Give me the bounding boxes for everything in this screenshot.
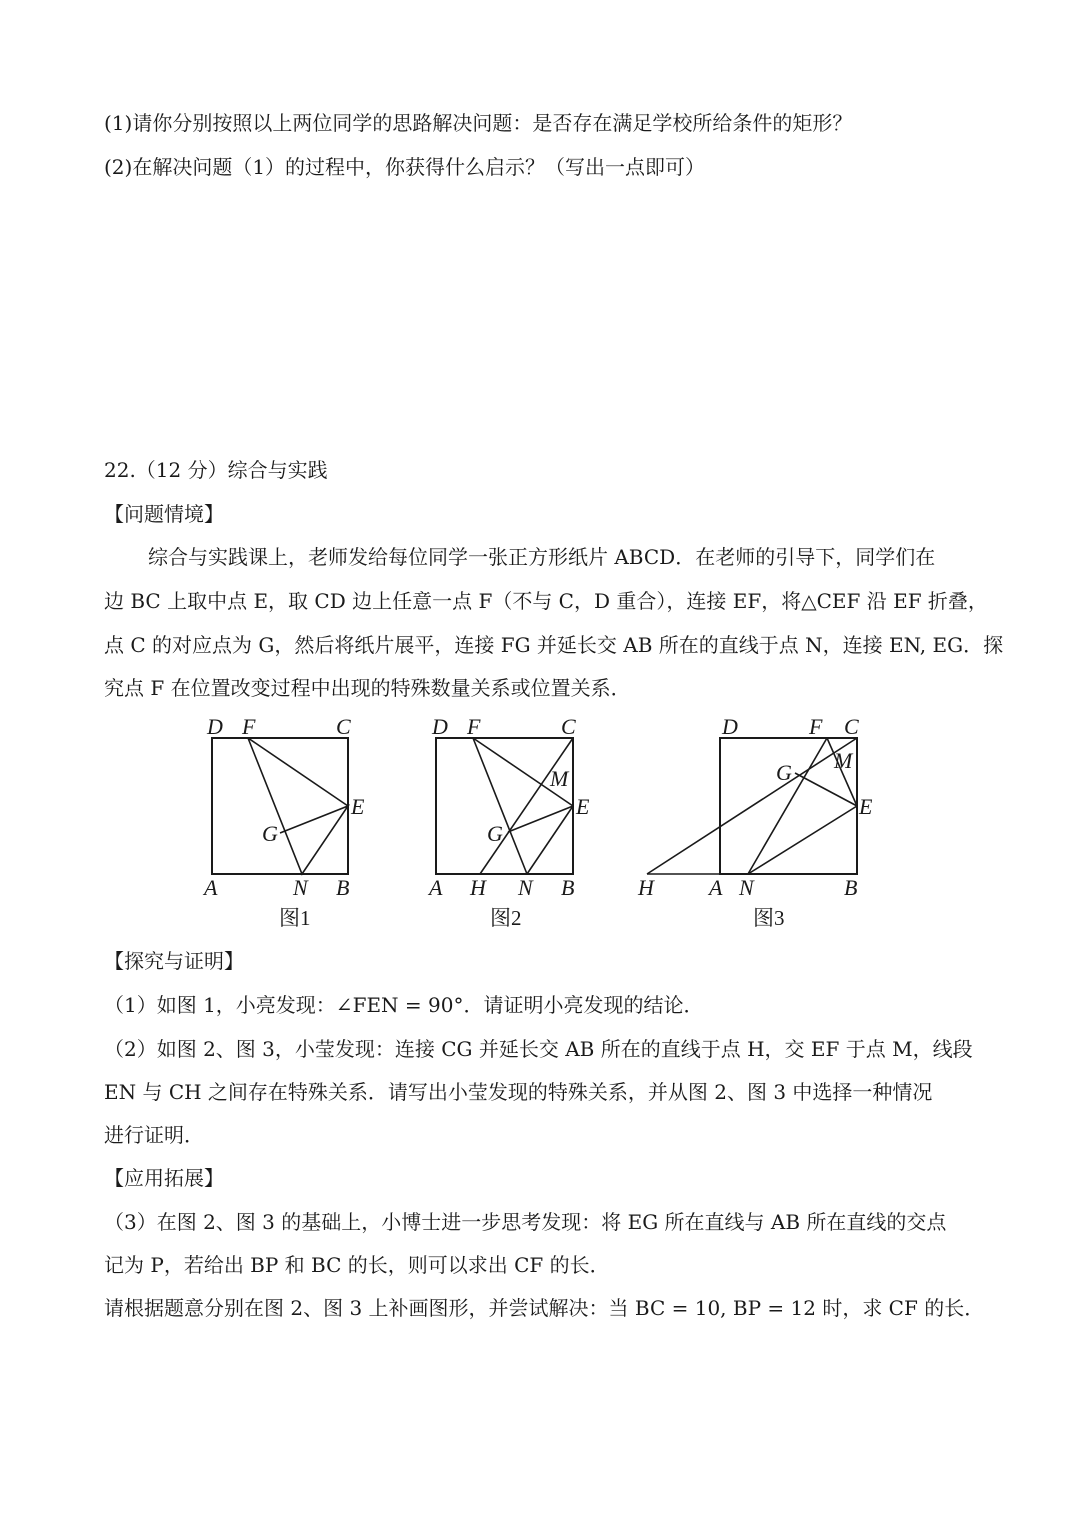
label-d: D bbox=[207, 714, 223, 739]
label-g: G bbox=[776, 760, 792, 785]
label-e: E bbox=[859, 794, 873, 819]
label-b: B bbox=[561, 875, 575, 900]
label-m: M bbox=[550, 766, 569, 791]
apply-heading: 【应用拓展】 bbox=[104, 1166, 224, 1190]
figure-1 bbox=[195, 712, 375, 934]
segment-fn bbox=[748, 738, 827, 874]
situation-line: 边 BC 上取中点 E，取 CD 边上任意一点 F（不与 C，D 重合），连接 EF，将△CEF 沿 EF 折叠， bbox=[104, 589, 988, 613]
segment-ch bbox=[647, 738, 857, 874]
segment-fn bbox=[473, 738, 527, 874]
label-d: D bbox=[432, 714, 448, 739]
square-abcd bbox=[212, 738, 348, 874]
label-h: H bbox=[470, 875, 486, 900]
label-f: F bbox=[242, 714, 256, 739]
label-n: N bbox=[518, 875, 533, 900]
proof-line: 进行证明． bbox=[104, 1123, 204, 1147]
label-b: B bbox=[844, 875, 858, 900]
situation-line: 点 C 的对应点为 G，然后将纸片展平，连接 FG 并延长交 AB 所在的直线于点 N，连接 EN, EG．探 bbox=[104, 633, 1004, 657]
label-c: C bbox=[561, 714, 576, 739]
proof-line: （2）如图 2、图 3，小莹发现：连接 CG 并延长交 AB 所在的直线于点 H，交 EF 于点 M，线段 bbox=[104, 1037, 973, 1061]
label-g: G bbox=[262, 821, 278, 846]
situation-line: 综合与实践课上，老师发给每位同学一张正方形纸片 ABCD．在老师的引导下，同学们在 bbox=[148, 545, 936, 569]
apply-line: 记为 P，若给出 BP 和 BC 的长，则可以求出 CF 的长． bbox=[104, 1253, 610, 1277]
label-f: F bbox=[467, 714, 481, 739]
figure-caption: 图3 bbox=[753, 906, 785, 930]
proof-line: （1）如图 1，小亮发现：∠FEN = 90°．请证明小亮发现的结论． bbox=[104, 993, 704, 1017]
proof-line: EN 与 CH 之间存在特殊关系．请写出小莹发现的特殊关系，并从图 2、图 3 中选择一种情况 bbox=[104, 1080, 933, 1104]
label-m: M bbox=[834, 748, 853, 773]
segment-en bbox=[527, 806, 573, 874]
label-g: G bbox=[487, 821, 503, 846]
label-n: N bbox=[739, 875, 754, 900]
label-a: A bbox=[204, 875, 218, 900]
situation-heading: 【问题情境】 bbox=[104, 502, 224, 526]
segment-en bbox=[748, 806, 857, 874]
sub-question-1: (1)请你分别按照以上两位同学的思路解决问题：是否存在满足学校所给条件的矩形？ bbox=[104, 111, 853, 135]
label-e: E bbox=[576, 794, 590, 819]
segment-ch bbox=[480, 738, 573, 874]
fold-lines bbox=[248, 738, 348, 874]
problem-header: 22.（12 分）综合与实践 bbox=[104, 458, 328, 482]
label-a: A bbox=[429, 875, 443, 900]
label-n: N bbox=[293, 875, 308, 900]
proof-heading: 【探究与证明】 bbox=[104, 949, 244, 973]
label-a: A bbox=[709, 875, 723, 900]
label-b: B bbox=[336, 875, 350, 900]
apply-line: （3）在图 2、图 3 的基础上，小博士进一步思考发现：将 EG 所在直线与 AB 所在直线的交点 bbox=[104, 1210, 947, 1234]
figure-2 bbox=[420, 712, 600, 934]
segment-ef bbox=[248, 738, 348, 806]
label-f: F bbox=[809, 714, 823, 739]
figure-caption: 图1 bbox=[279, 906, 311, 930]
sub-question-2: (2)在解决问题（1）的过程中，你获得什么启示？（写出一点即可） bbox=[104, 155, 706, 179]
label-d: D bbox=[722, 714, 738, 739]
label-c: C bbox=[844, 714, 859, 739]
figure-caption: 图2 bbox=[490, 906, 522, 930]
label-h: H bbox=[638, 875, 654, 900]
square-abcd bbox=[436, 738, 573, 874]
situation-line: 究点 F 在位置改变过程中出现的特殊数量关系或位置关系． bbox=[104, 676, 631, 700]
label-c: C bbox=[336, 714, 351, 739]
label-e: E bbox=[351, 794, 365, 819]
apply-line: 请根据题意分别在图 2、图 3 上补画图形，并尝试解决：当 BC = 10, BP = 12 时，求 CF 的长． bbox=[104, 1296, 985, 1320]
segment-eg bbox=[795, 773, 857, 806]
figure-3 bbox=[630, 712, 880, 934]
